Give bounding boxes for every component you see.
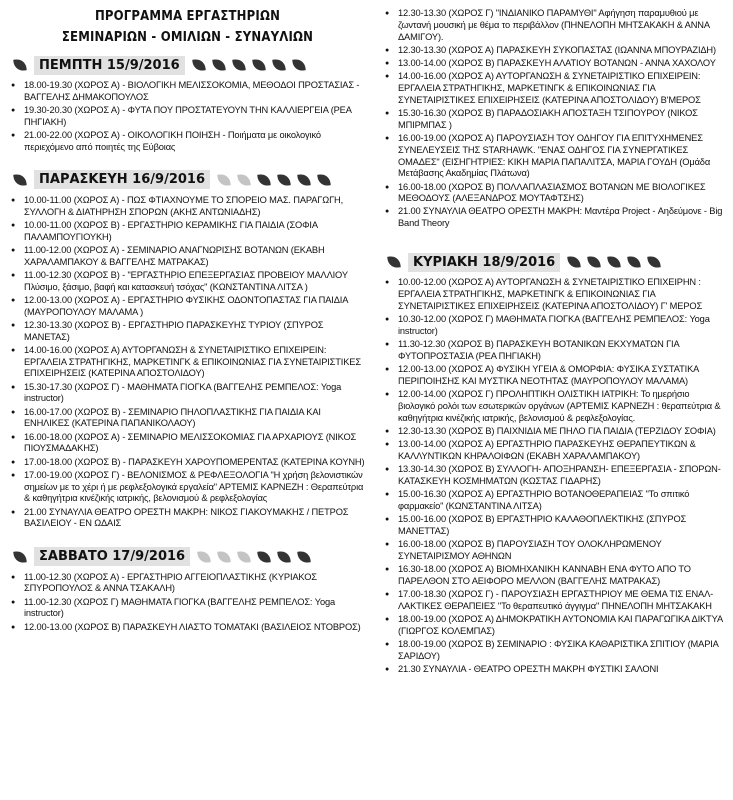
leaf-icon: [277, 173, 291, 187]
leaf-icon: [297, 173, 311, 187]
leaf-icon: [627, 256, 641, 270]
event-item: ● 17.00-18.00 (ΧΩΡΟΣ Β) - ΠΑΡΑΣΚΕΥΗ ΧΑΡΟΥΠΟΜΕΡΕΝΤΑΣ (ΚΑΤΕΡΙΝΑ ΚΟΥΝΗ): [10, 457, 365, 469]
title-line-1: ΠΡΟΓΡΑΜΜΑ ΕΡΓΑΣΤΗΡΙΩΝ: [94, 9, 281, 24]
event-item: ● 11.00-12.00 (ΧΩΡΟΣ Α) - ΣΕΜΙΝΑΡΙΟ ΑΝΑΓΝΩΡΙΣΗΣ ΒΟΤΑΝΩΝ (ΕΚΑΒΗ ΧΑΡΑΛΑΜΠΑΚΟΥ & ΒΑΓΓΕΛΗΣ ΜΑΤΡΑΚΑΣ): [10, 245, 365, 269]
leaf-icon: [252, 58, 266, 72]
event-item: ● 15.00-16.30 (ΧΩΡΟΣ Α) ΕΡΓΑΣΤΗΡΙΟ ΒΟΤΑΝΟΘΕΡΑΠΕΙΑΣ "Το σπιτικό φαρμακείο" (ΚΩΝΣΤΑΝΤΙΝΑ ΛΙΤΣΑ): [384, 489, 724, 513]
event-item: ● 18.00-19.00 (ΧΩΡΟΣ Β) ΣΕΜΙΝΑΡΙΟ : ΦΥΣΙΚΑ ΚΑΘΑΡΙΣΤΙΚΑ ΣΠΙΤΙΟΥ (ΜΑΡΙΑ ΣΑΡΙΔΟΥ): [384, 639, 724, 663]
day-label: ΣΑΒΒΑΤΟ 17/9/2016: [34, 547, 190, 566]
event-item: ● 21.00 ΣΥΝΑΥΛΙΑ ΘΕΑΤΡΟ ΟΡΕΣΤΗ ΜΑΚΡΗ: ΝΙΚΟΣ ΓΙΑΚΟΥΜΑΚΗΣ / ΠΕΤΡΟΣ ΒΑΣΙΛΕΙΟΥ - ΕΝ ΩΔΑΙΣ: [10, 507, 365, 531]
leaf-row-decoration: [189, 59, 309, 71]
day-section-sunday: [384, 251, 724, 675]
event-item: ● 10.00-11.00 (ΧΩΡΟΣ Β) - ΕΡΓΑΣΤΗΡΙΟ ΚΕΡΑΜΙΚΗΣ ΓΙΑ ΠΑΙΔΙΑ (ΣΟΦΙΑ ΠΑΛΑΜΠΟΥΓΙΟΥΚΗ): [10, 220, 365, 244]
event-item: ● 12.00-13.00 (ΧΩΡΟΣ Β) ΠΑΡΑΣΚΕΥΗ ΛΙΑΣΤΟ ΤΟΜΑΤΑΚΙ (ΒΑΣΙΛΕΙΟΣ ΝΤΟΒΡΟΣ): [10, 622, 365, 634]
event-item: ● 11.00-12.30 (ΧΩΡΟΣ Β) - "ΕΡΓΑΣΤΗΡΙΟ ΕΠΕΞΕΡΓΑΣΙΑΣ ΠΡΟΒΕΙΟΥ ΜΑΛΛΙΟΥ Πλύσιμο, ξάσιμο, βαφή και κατασκευή τσόχας" (ΚΩΝΣΤΑΝΤΙΝΑ ΛΙΤΣΑ ): [10, 270, 365, 294]
event-item: ● 14.00-16.00 (ΧΩΡΟΣ Α) ΑΥΤΟΡΓΑΝΩΣΗ & ΣΥΝΕΤΑΙΡΙΣΤΙΚΟ ΕΠΙΧΕΙΡΕΙΝ: ΕΡΓΑΛΕΙΑ ΣΤΡΑΤΗΓΙΚΗΣ, ΜΑΡΚΕΤΙΝΓΚ & ΕΠΙΚΟΙΝΩΝΙΑΣ ΓΙΑ ΣΥΝΕΤΑΙΡΙΣΤΙΚΕΣ ΕΠΙΧΕΙΡΗΣΕΙΣ (ΚΑΤΕΡΙΝΑ ΑΠΟΣΤΟΛΙΔΟΥ) Β'ΜΕΡΟΣ: [384, 71, 724, 106]
event-item: ● 16.00-18.00 (ΧΩΡΟΣ Α) - ΣΕΜΙΝΑΡΙΟ ΜΕΛΙΣΣΟΚΟΜΙΑΣ ΓΙΑ ΑΡΧΑΡΙΟΥΣ (ΝΙΚΟΣ ΠΙΟΥΣΜΑΔΑΚΗΣ): [10, 432, 365, 456]
leaf-icon: [387, 256, 401, 270]
event-item: ● 11.00-12.30 (ΧΩΡΟΣ Γ) ΜΑΘΗΜΑΤΑ ΓΙΟΓΚΑ (ΒΑΓΓΕΛΗΣ ΡΕΜΠΕΛΟΣ: Yoga instructor): [10, 597, 365, 621]
leaf-row-decoration: [194, 551, 314, 563]
leaf-icon: [197, 550, 211, 564]
day-header: [384, 251, 724, 273]
leaf-icon: [297, 550, 311, 564]
leaf-icon: [13, 58, 27, 72]
day-header: [10, 54, 365, 76]
event-item: ● 13.00-14.00 (ΧΩΡΟΣ Β) ΠΑΡΑΣΚΕΥΗ ΑΛΑΤΙΟΥ ΒΟΤΑΝΩΝ - ΑΝΝΑ ΧΑΧΟΛΟΥ: [384, 58, 724, 70]
leaf-icon: [257, 173, 271, 187]
event-item: ● 17.00-19.00 (ΧΩΡΟΣ Γ) - ΒΕΛΟΝΙΣΜΟΣ & ΡΕΦΛΕΞΟΛΟΓΙΑ "Η χρήση βελονιστικών σημείων με το χέρι ή με ρεφλεξολογικά εργαλεία" ΑΡΤΕΜΙΣ ΚΑΡΝΕΖΗ : Θεραπεύτρια & καθηγήτρια κινέζικής ιατρικής, βελονισμού & ρεφλεξολογίας: [10, 470, 365, 505]
event-item: ● 16.00-17.00 (ΧΩΡΟΣ Β) - ΣΕΜΙΝΑΡΙΟ ΠΗΛΟΠΛΑΣΤΙΚΗΣ ΓΙΑ ΠΑΙΔΙΑ ΚΑΙ ΕΝΗΛΙΚΕΣ (ΚΑΤΕΡΙΝΑ ΠΑΠΑΝΙΚΟΛΑΟΥ): [10, 407, 365, 431]
day-label: ΠΑΡΑΣΚΕΥΗ 16/9/2016: [34, 170, 210, 189]
leaf-icon: [607, 256, 621, 270]
leaf-icon: [272, 58, 286, 72]
day-section-friday: [10, 169, 365, 530]
day-label: ΠΕΜΠΤΗ 15/9/2016: [34, 56, 185, 75]
day-header: [10, 546, 365, 568]
day-header: [10, 169, 365, 191]
leaf-icon: [13, 173, 27, 187]
leaf-icon: [217, 173, 231, 187]
title-line-2: ΣΕΜΙΝΑΡΙΩΝ - ΟΜΙΛΙΩΝ - ΣΥΝΑΥΛΙΩΝ: [61, 30, 314, 45]
event-item: ● 12.30-13.30 (ΧΩΡΟΣ Β) ΠΑΙΧΝΙΔΙΑ ΜΕ ΠΗΛΟ ΓΙΑ ΠΑΙΔΙΑ (ΤΕΡΖΙΔΟΥ ΣΟΦΙΑ): [384, 426, 724, 438]
leaf-icon: [237, 550, 251, 564]
day-section-thursday: [10, 54, 365, 154]
event-item: ● 12.30-13.30 (ΧΩΡΟΣ Γ) "ΙΝΔΙΑΝΙΚΟ ΠΑΡΑΜΥΘΙ" Αφήγηση παραμυθιού με ζωντανή μουσική με θέμα το περιβάλλον (ΠΗΝΕΛΟΠΗ ΜΗΤΣΑΚΑΚΗ & ΑΝΝΑ ΔΑΜΙΓΟΥ).: [384, 8, 724, 43]
event-item: ● 18.00-19.00 (ΧΩΡΟΣ Α) ΔΗΜΟΚΡΑΤΙΚΗ ΑΥΤΟΝΟΜΙΑ ΚΑΙ ΠΑΡΑΓΩΓΙΚΑ ΔΙΚΤΥΑ (ΓΙΩΡΓΟΣ ΚΟΛΕΜΠΑΣ): [384, 614, 724, 638]
event-item: ● 15.30-16.30 (ΧΩΡΟΣ Β) ΠΑΡΑΔΟΣΙΑΚΗ ΑΠΟΣΤΑΞΗ ΤΣΙΠΟΥΡΟΥ (ΝΙΚΟΣ ΜΠΙΡΜΠΑΣ ): [384, 108, 724, 132]
event-item: ● 10.00-11.00 (ΧΩΡΟΣ Α) - ΠΩΣ ΦΤΙΑΧΝΟΥΜΕ ΤΟ ΣΠΟΡΕΙΟ ΜΑΣ. ΠΑΡΑΓΩΓΗ, ΣΥΛΛΟΓΗ & ΔΙΑΤΗΡΗΣΗ ΣΠΟΡΩΝ (ΑΚΗΣ ΑΝΤΩΝΙΑΔΗΣ): [10, 195, 365, 219]
event-item: ● 13.30-14.30 (ΧΩΡΟΣ Β) ΣΥΛΛΟΓΗ- ΑΠΟΞΗΡΑΝΣΗ- ΕΠΕΞΕΡΓΑΣΙΑ - ΣΠΟΡΩΝ-ΚΑΤΑΣΚΕΥΗ ΚΟΣΜΗΜΑΤΩΝ (ΚΩΣΤΑΣ ΓΙΔΑΡΗΣ): [384, 464, 724, 488]
event-item: ● 11.00-12.30 (ΧΩΡΟΣ Α) - ΕΡΓΑΣΤΗΡΙΟ ΑΓΓΕΙΟΠΛΑΣΤΙΚΗΣ (ΚΥΡΙΑΚΟΣ ΣΠΥΡΟΠΟΥΛΟΣ & ΑΝΝΑ ΤΣΑΚΑΛΗ): [10, 572, 365, 596]
leaf-icon: [217, 550, 231, 564]
event-item: ● 13.00-14.00 (ΧΩΡΟΣ Α) ΕΡΓΑΣΤΗΡΙΟ ΠΑΡΑΣΚΕΥΗΣ ΘΕΡΑΠΕΥΤΙΚΩΝ & ΚΑΛΛΥΝΤΙΚΩΝ ΚΗΡΑΛΟΙΦΩΝ (ΕΚΑΒΗ ΧΑΡΑΛΑΜΠΑΚΟΥ): [384, 439, 724, 463]
leaf-row-decoration: [564, 256, 664, 268]
event-item: ● 15.00-16.00 (ΧΩΡΟΣ Β) ΕΡΓΑΣΤΗΡΙΟ ΚΑΛΑΘΟΠΛΕΚΤΙΚΗΣ (ΣΠΥΡΟΣ ΜΑΝΕΤΤΑΣ): [384, 514, 724, 538]
day-label: ΚΥΡΙΑΚΗ 18/9/2016: [408, 253, 560, 272]
event-item: ● 17.00-18.30 (ΧΩΡΟΣ Γ) - ΠΑΡΟΥΣΙΑΣΗ ΕΡΓΑΣΤΗΡΙΟΥ ΜΕ ΘΕΜΑ ΤΙΣ ΕΝΑΛ-ΛΑΚΤΙΚΕΣ ΘΕΡΑΠΕΙΕΣ "Το θεραπευτικό άγγιγμα" ΠΗΝΕΛΟΠΗ ΜΗΤΣΑΚΑΚΗ: [384, 589, 724, 613]
leaf-icon: [237, 173, 251, 187]
leaf-icon: [257, 550, 271, 564]
leaf-icon: [567, 256, 581, 270]
event-item: ● 19.30-20.30 (ΧΩΡΟΣ Α) - ΦΥΤΑ ΠΟΥ ΠΡΟΣΤΑΤΕΥΟΥΝ ΤΗΝ ΚΑΛΛΙΕΡΓΕΙΑ (ΡΕΑ ΠΗΓΙΑΚΗ): [10, 105, 365, 129]
event-item: ● 16.00-19.00 (ΧΩΡΟΣ Α) ΠΑΡΟΥΣΙΑΣΗ ΤΟΥ ΟΔΗΓΟΥ ΓΙΑ ΕΠΙΤΥΧΗΜΕΝΕΣ ΣΥΝΕΛΕΥΣΕΙΣ ΤΗΣ STARHAWK. "ΕΝΑΣ ΟΔΗΓΟΣ ΓΙΑ ΣΥΝΕΡΓΑΤΙΚΕΣ ΟΜΑΔΕΣ" (ΕΙΣΗΓΗΤΡΙΕΣ: ΚΙΚΗ ΜΑΡΙΑ ΠΑΠΑΛΙΤΣΑ, ΜΑΡΙΑ ΓΟΥΔΗ (Ομάδα Μετάβασης Ακαδημίας Πλάτωνα): [384, 133, 724, 180]
event-item: ● 11.30-12.30 (ΧΩΡΟΣ Β) ΠΑΡΑΣΚΕΥΗ ΒΟΤΑΝΙΚΩΝ ΕΚΧΥΜΑΤΩΝ ΓΙΑ ΦΥΤΟΠΡΟΣΤΑΣΙΑ (ΡΕΑ ΠΗΓΙΑΚΗ): [384, 339, 724, 363]
leaf-icon: [192, 58, 206, 72]
event-item: ● 10.00-12.00 (ΧΩΡΟΣ Α) ΑΥΤΟΡΓΑΝΩΣΗ & ΣΥΝΕΤΑΙΡΙΣΤΙΚΟ ΕΠΙΧΕΙΡΗΝ : ΕΡΓΑΛΕΙΑ ΣΤΡΑΤΗΓΙΚΗΣ, ΜΑΡΚΕΤΙΝΓΚ & ΕΠΙΚΟΙΝΩΝΙΑΣ ΓΙΑ ΣΥΝΕΤΑΙΡΙΣΤΙΚΕΣ ΕΠΙΧΕΙΡΗΣΕΙΣ (ΚΑΤΕΡΙΝΑ ΑΠΟΣΤΟΛΙΔΟΥ) Γ' ΜΕΡΟΣ: [384, 277, 724, 312]
leaf-icon: [317, 173, 331, 187]
event-item: ● 12.30-13.30 (ΧΩΡΟΣ Β) - ΕΡΓΑΣΤΗΡΙΟ ΠΑΡΑΣΚΕΥΗΣ ΤΥΡΙΟΥ (ΣΠΥΡΟΣ ΜΑΝΕΤΑΣ): [10, 320, 365, 344]
event-item: ● 16.30-18.00 (ΧΩΡΟΣ Α) ΒΙΟΜΗΧΑΝΙΚΗ ΚΑΝΝΑΒΗ ΕΝΑ ΦΥΤΟ ΑΠΟ ΤΟ ΠΑΡΕΛΘΟΝ ΣΤΟ ΑΕΙΦΟΡΟ ΜΕΛΛΟΝ (ΒΑΓΓΕΛΗΣ ΜΑΤΡΑΚΑΣ): [384, 564, 724, 588]
event-item: ● 16.00-18.00 (ΧΩΡΟΣ Β) ΠΟΛΛΑΠΛΑΣΙΑΣΜΟΣ ΒΟΤΑΝΩΝ ΜΕ ΒΙΟΛΟΓΙΚΕΣ ΜΕΘΟΔΟΥΣ (ΑΛΕΞΑΝΔΡΟΣ ΜΟΥΤΑΦΤΣΗΣ): [384, 182, 724, 206]
day-section-saturday: [10, 546, 365, 634]
event-item: ● 14.00-16.00 (ΧΩΡΟΣ Α) ΑΥΤΟΡΓΑΝΩΣΗ & ΣΥΝΕΤΑΙΡΙΣΤΙΚΟ ΕΠΙΧΕΙΡΕΙΝ: ΕΡΓΑΛΕΙΑ ΣΤΡΑΤΗΓΙΚΗΣ, ΜΑΡΚΕΤΙΝΓΚ & ΕΠΙΚΟΙΝΩΝΙΑΣ ΓΙΑ ΣΥΝΕΤΑΙΡΙΣΤΙΚΕΣ ΕΠΙΧΕΙΡΗΣΕΙΣ (ΚΑΤΕΡΙΝΑ ΑΠΟΣΤΟΛΙΔΟΥ): [10, 345, 365, 380]
right-column: [384, 0, 724, 677]
leaf-icon: [232, 58, 246, 72]
leaf-icon: [587, 256, 601, 270]
day-section-saturday-continued: [384, 0, 724, 230]
leaf-row-decoration: [214, 174, 334, 186]
leaf-icon: [212, 58, 226, 72]
event-item: ● 12.00-13.00 (ΧΩΡΟΣ Α) ΦΥΣΙΚΗ ΥΓΕΙΑ & ΟΜΟΡΦΙΑ: ΦΥΣΙΚΑ ΣΥΣΤΑΤΙΚΑ ΠΕΡΙΠΟΙΗΣΗΣ ΚΑΙ ΜΥΣΤΙΚΑ ΝΕΟΤΗΤΑΣ (ΜΑΥΡΟΠΟΥΛΟΥ ΜΑΛΑΜΑ): [384, 364, 724, 388]
left-column: [10, 0, 365, 635]
leaf-icon: [13, 550, 27, 564]
event-item: ● 12.00-13.00 (ΧΩΡΟΣ Α) - ΕΡΓΑΣΤΗΡΙΟ ΦΥΣΙΚΗΣ ΟΔΟΝΤΟΠΑΣΤΑΣ ΓΙΑ ΠΑΙΔΙΑ (ΜΑΥΡΟΠΟΥΛΟΥ ΜΑΛΑΜΑ ): [10, 295, 365, 319]
event-item: ● 21.00-22.00 (ΧΩΡΟΣ Α) - ΟΙΚΟΛΟΓΙΚΗ ΠΟΙΗΣΗ - Ποιήματα με οικολογικό περιεχόμενο από ποιητές της Εύβοιας: [10, 130, 365, 154]
leaf-icon: [277, 550, 291, 564]
event-item: ● 12.30-13.30 (ΧΩΡΟΣ Α) ΠΑΡΑΣΚΕΥΗ ΣΥΚΟΠΑΣΤΑΣ (ΙΩΑΝΝΑ ΜΠΟΥΡΑΖΙΔΗ): [384, 45, 724, 57]
event-item: ● 21.30 ΣΥΝΑΥΛΙΑ - ΘΕΑΤΡΟ ΟΡΕΣΤΗ ΜΑΚΡΗ ΦΥΣΤΙΚΙ ΣΑΛΟΝΙ: [384, 664, 724, 676]
event-item: ● 21.00 ΣΥΝΑΥΛΙΑ ΘΕΑΤΡΟ ΟΡΕΣΤΗ ΜΑΚΡΗ: Μαντέρα Project - Αηδεύμονε - Big Band Theory: [384, 206, 724, 230]
document-title: [10, 0, 365, 48]
leaf-icon: [647, 256, 661, 270]
event-item: ● 16.00-18.00 (ΧΩΡΟΣ Β) ΠΑΡΟΥΣΙΑΣΗ ΤΟΥ ΟΛΟΚΛΗΡΩΜΕΝΟΥ ΣΥΝΕΤΑΙΡΙΣΜΟΥ ΑΘΗΝΩΝ: [384, 539, 724, 563]
leaf-icon: [292, 58, 306, 72]
event-item: ● 15.30-17.30 (ΧΩΡΟΣ Γ) - ΜΑΘΗΜΑΤΑ ΓΙΟΓΚΑ (ΒΑΓΓΕΛΗΣ ΡΕΜΠΕΛΟΣ: Yoga instructor): [10, 382, 365, 406]
event-item: ● 10.30-12.00 (ΧΩΡΟΣ Γ) ΜΑΘΗΜΑΤΑ ΓΙΟΓΚΑ (ΒΑΓΓΕΛΗΣ ΡΕΜΠΕΛΟΣ: Yoga instructor): [384, 314, 724, 338]
event-item: ● 12.00-14.00 (ΧΩΡΟΣ Γ) ΠΡΟΛΗΠΤΙΚΗ ΟΛΙΣΤΙΚΗ ΙΑΤΡΙΚΗ: Το ημερήσιο βιολογικό ρολόι των εσωτερικών οργάνων (ΑΡΤΕΜΙΣ ΚΑΡΝΕΖΗ : θεραπεύτρια & καθηγήτρια κινέζικής ιατρικής, βελονισμού & ρεφλεξολογίας.: [384, 389, 724, 424]
event-item: ● 18.00-19.30 (ΧΩΡΟΣ Α) - ΒΙΟΛΟΓΙΚΗ ΜΕΛΙΣΣΟΚΟΜΙΑ, ΜΕΘΟΔΟΙ ΠΡΟΣΤΑΣΙΑΣ - ΒΑΓΓΕΛΗΣ ΔΗΜΑΚΟΠΟΥΛΟΣ: [10, 80, 365, 104]
